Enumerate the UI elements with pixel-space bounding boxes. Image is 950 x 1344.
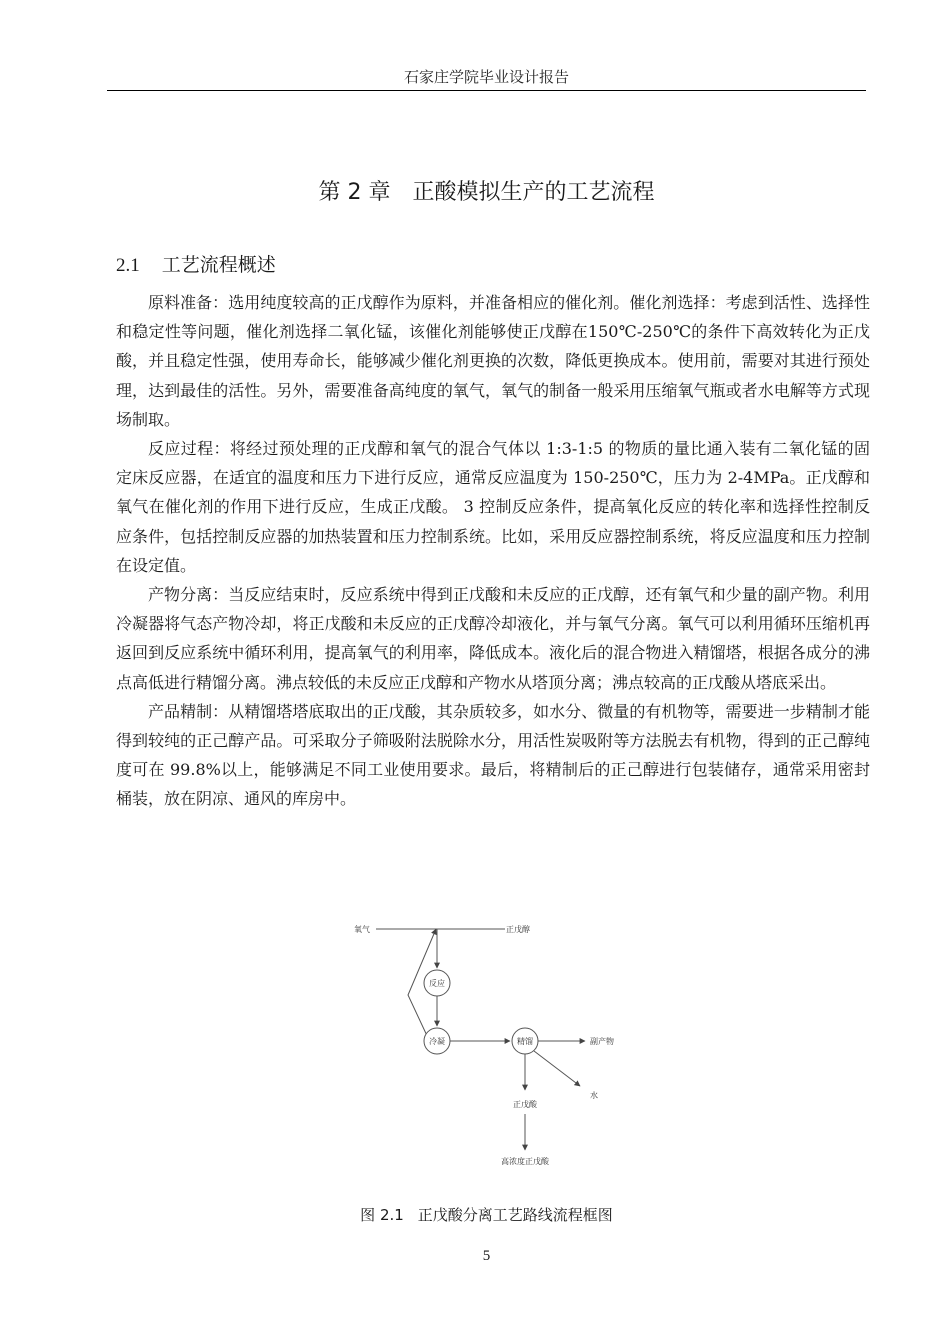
section-number: 2.1 (116, 255, 140, 276)
label-high-purity: 高浓度正戊酸 (501, 1157, 549, 1166)
chapter-heading (107, 176, 866, 210)
paragraph-refining: 产品精制：从精馏塔塔底取出的正戊酸，其杂质较多，如水分、微量的有机物等，需要进一步精制才能得到较纯的正己醇产品。可采取分子筛吸附法脱除水分，用活性炭吸附等方法脱去有机物，得到的正己醇纯度可在 99.8%以上，能够满足不同工业使用要求。最后，将精制后的正己醇进行包装储存，通常采用密封桶装，放在阴凉、通风的库房中。 (116, 701, 870, 809)
page-number: 5 (482, 1248, 491, 1264)
chapter-title: 正酸模拟生产的工艺流程 (412, 180, 655, 205)
paragraph-raw-materials: 原料准备：选用纯度较高的正戊醇作为原料，并准备相应的催化剂。催化剂选择：考虑到活性、选择性和稳定性等问题，催化剂选择二氧化锰，该催化剂能够使正戊醇在150℃-250℃的条件下高效转化为正戊酸，并且稳定性强，使用寿命长，能够减少催化剂更换的次数，降低更换成本。使用前，需要对其进行预处理，达到最佳的活性。另外，需要准备高纯度的氧气，氧气的制备一般采用压缩氧气瓶或者水电解等方式现场制取。 (116, 293, 870, 429)
flow-diagram-svg (340, 912, 640, 1174)
label-water: 水 (590, 1091, 598, 1100)
arrow-distill-to-water (534, 1051, 580, 1086)
label-byproduct: 副产物 (590, 1037, 614, 1046)
header-rule (107, 90, 866, 91)
label-pentanoic-acid: 正戊酸 (513, 1100, 537, 1109)
paragraph-reaction: 反应过程：将经过预处理的正戊醇和氧气的混合气体以 1:3-1:5 的物质的量比通入装有二氧化锰的固定床反应器，在适宜的温度和压力下进行反应，通常反应温度为 150-250℃，压力为 2-4MPa。正戊醇和氧气在催化剂的作用下进行反应，生成正戊酸。 3 控制反应条件，提高氧化反应的转化率和选择性控制反应条件，包括控制反应器的加热装置和压力控制系统。比如，采用反应器控制系统，将反应温度和压力控制在设定值。 (116, 439, 870, 575)
label-reaction: 反应 (429, 979, 445, 988)
label-condense: 冷凝 (429, 1037, 445, 1046)
body-text (116, 288, 870, 814)
section-title: 工艺流程概述 (161, 254, 276, 276)
paragraph-separation: 产物分离：当反应结束时，反应系统中得到正戊酸和未反应的正戊醇，还有氧气和少量的副产物。利用冷凝器将气态产物冷却，将正戊酸和未反应的正戊醇冷却液化，并与氧气分离。氧气可以利用循环压缩机再返回到反应系统中循环利用，提高氧气的利用率，降低成本。液化后的混合物进入精馏塔，根据各成分的沸点高低进行精馏分离。沸点较低的未反应正戊醇和产物水从塔顶分离；沸点较高的正戊酸从塔底采出。 (116, 585, 870, 692)
caption-title: 正戊酸分离工艺路线流程框图 (417, 1206, 613, 1224)
figure-caption (107, 1203, 866, 1227)
process-flow-diagram (340, 912, 640, 1174)
label-pentanol: 正戊醇 (506, 925, 530, 934)
label-distill: 精馏 (517, 1037, 533, 1046)
section-heading (116, 250, 276, 281)
running-header: 石家庄学院毕业设计报告 (403, 68, 569, 86)
chapter-number: 第 2 章 (318, 180, 391, 205)
caption-number: 图 2.1 (360, 1206, 404, 1224)
label-oxygen: 氧气 (354, 925, 370, 934)
